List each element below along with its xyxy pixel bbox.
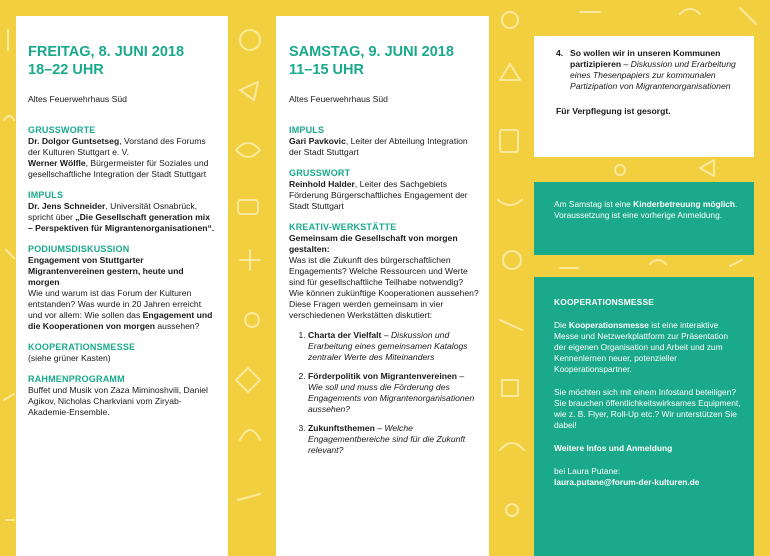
saturday-impuls-heading: IMPULS — [289, 125, 325, 135]
saturday-grusswort-text: Reinhold Halder, Leiter des Sachgebiets Förderung Bürgerschaftliches Engagement der Stadt Stuttgart — [289, 179, 468, 211]
saturday-time: 11–15 UHR — [289, 62, 364, 78]
list-item — [556, 48, 744, 92]
friday-venue: Altes Feuerwehrhaus Süd — [28, 94, 127, 104]
kooperationsmesse-box — [534, 277, 754, 556]
friday-podium-heading: PODIUMSDISKUSSION — [28, 244, 130, 254]
saturday-date: SAMSTAG, 9. JUNI 2018 — [289, 44, 454, 60]
contact-email-link[interactable]: laura.putane@forum-der-kulturen.de — [554, 477, 700, 487]
workshop-four-panel — [534, 36, 754, 157]
saturday-grusswort-heading: GRUSSWORT — [289, 168, 351, 178]
koop-box-offer: Sie möchten sich mit einem Infostand beteiligen? Sie brauchen öffentlichkeitswirksames Equipment, wie z. B. Flyer, Roll-Up etc.? Wir unterstützen Sie dabei! — [554, 387, 741, 430]
friday-time: 18–22 UHR — [28, 62, 104, 78]
koop-box-heading: KOOPERATIONSMESSE — [554, 297, 655, 307]
friday-grussworte-heading: GRUSSWORTE — [28, 125, 96, 135]
saturday-impuls-text: Gari Pavkovic, Leiter der Abteilung Integration der Stadt Stuttgart — [289, 136, 468, 157]
list-item: 2. Förderpolitik von Migrantenvereinen – Wie soll und muss die Förderung des Engagements von Migrantenorganisationen aussehen? — [308, 371, 479, 415]
childcare-text: Am Samstag ist eine Kinderbetreuung möglich. Voraussetzung ist eine vorherige Anmeldung. — [554, 199, 738, 220]
workshop-four-text: So wollen wir in unseren Kommunen partizipieren – Diskussion und Erarbeitung eines Thesenpapiers zur kommunalen Partizipation von Migrantenorganisationen — [570, 48, 736, 91]
workshop-number: 4. — [556, 48, 564, 58]
saturday-kreativ-title: Gemeinsam die Gesellschaft von morgen gestalten: — [289, 233, 458, 254]
childcare-box — [534, 182, 754, 255]
list-item: 3. Zukunftsthemen – Welche Engagementbereiche sind für die Zukunft relevant? — [308, 423, 479, 456]
saturday-venue: Altes Feuerwehrhaus Süd — [289, 94, 388, 104]
friday-koop-heading: KOOPERATIONSMESSE — [28, 342, 136, 352]
friday-panel — [16, 16, 228, 556]
friday-podium-text: Wie und warum ist das Forum der Kulturen entstanden? Was wurde in 20 Jahren erreicht und vor allem: Wie sollen das Engagement und die Kooperationen von morgen aussehen? — [28, 288, 213, 331]
koop-box-contact-label: bei Laura Putane: — [554, 466, 621, 476]
friday-grussworte-text: Dr. Dolgor Guntsetseg, Vorstand des Forums der Kulturen Stuttgart e. V. Werner Wölfle, Bürgermeister für Soziales und gesellschaftliche Integration der Stadt Stuttgart — [28, 136, 209, 179]
friday-rahmen-text: Buffet und Musik von Zaza Miminoshvili, Daniel Agikov, Nicholas Charkviani vom Ziryab-Akademie-Ensemble. — [28, 385, 208, 417]
koop-box-more-info: Weitere Infos und Anmeldung — [554, 443, 673, 453]
saturday-kreativ-text: Was ist die Zukunft des bürgerschaftlichen Engagements? Welche Ressourcen und Werte sind für gesellschaftliche Teilhabe notwendig? Wie können zukünftige Kooperationen aussehen? Diese Fragen werden gemeinsam in vier verschiedenen Werkstätten diskutiert: — [289, 255, 479, 320]
koop-box-intro: Die Kooperationsmesse ist eine interaktive Messe und Netzwerkplattform zur Präsentation der eigenen Organisation und Arbeit und zum Kennenlernen neuer, potenzieller Kooperationspartner. — [554, 320, 729, 374]
saturday-panel — [276, 16, 489, 556]
friday-koop-text: (siehe grüner Kasten) — [28, 353, 111, 363]
catering-note: Für Verpflegung ist gesorgt. — [556, 106, 671, 116]
friday-rahmen-heading: RAHMENPROGRAMM — [28, 374, 125, 384]
friday-date: FREITAG, 8. JUNI 2018 — [28, 44, 185, 60]
friday-impuls-text: Dr. Jens Schneider, Universität Osnabrück, spricht über „Die Gesellschaft generation mix – Perspektiven für Migrantenorganisationen“. — [28, 201, 215, 233]
friday-podium-title: Engagement von Stuttgarter Migrantenvereinen gestern, heute und morgen — [28, 255, 184, 287]
friday-impuls-heading: IMPULS — [28, 190, 64, 200]
saturday-kreativ-heading: KREATIV-WERKSTÄTTE — [289, 222, 397, 232]
list-item: 1. Charta der Vielfalt – Diskussion und Erarbeitung eines gemeinsamen Katalogs zentraler Werte des Miteinanders — [308, 330, 479, 363]
workshop-list — [289, 330, 479, 456]
